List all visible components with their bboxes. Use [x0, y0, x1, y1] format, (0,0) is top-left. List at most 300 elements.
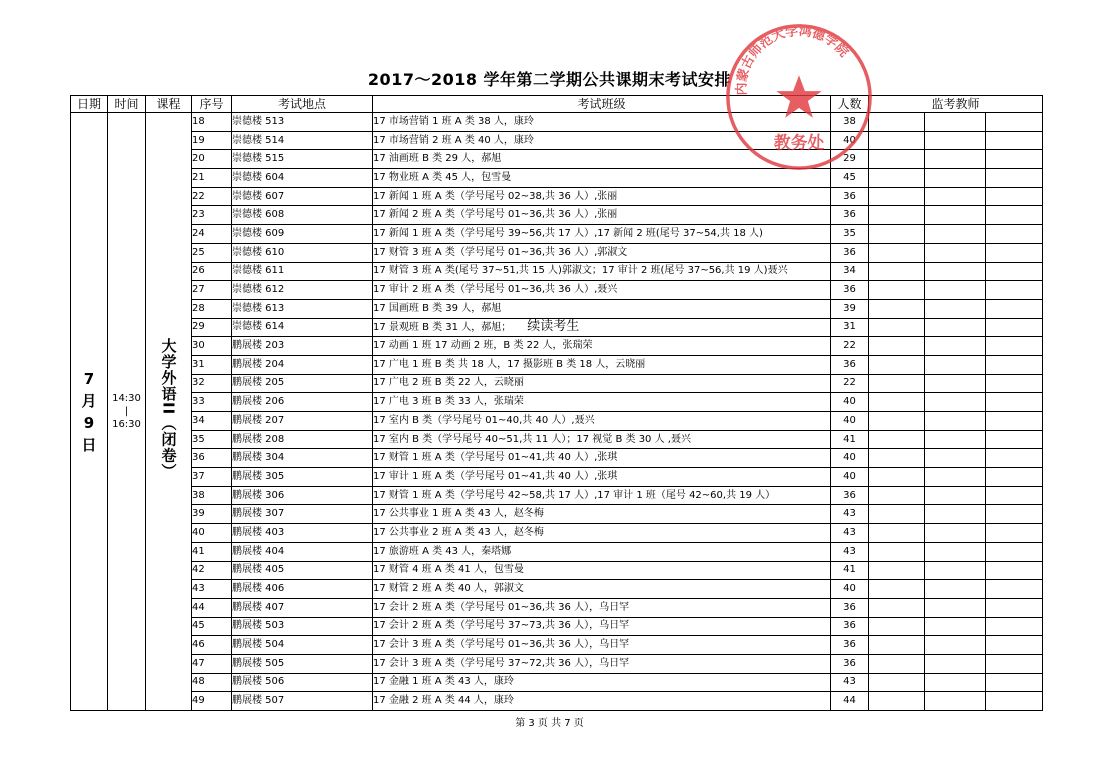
exam-schedule-table	[70, 95, 1043, 711]
classes-cell	[373, 636, 831, 655]
proctor-cell	[925, 187, 986, 206]
page-title: 2017～2018 学年第二学期公共课期末考试安排	[367, 70, 732, 89]
classes-text: 17 财管 3 班 A 类(尾号 37~51,共 15 人)郭淑文；17 审计 2 班(尾号 37~56,共 19 人)聂兴	[373, 265, 788, 277]
header-proctors: 监考教师	[869, 96, 1043, 113]
proctor-cell	[869, 580, 925, 599]
proctor-cell	[869, 412, 925, 431]
proctor-cell	[925, 673, 986, 692]
table-row	[71, 393, 1043, 412]
classes-text: 17 市场营销 1 班 A 类 38 人，康玲	[373, 115, 534, 127]
classes-cell	[373, 337, 831, 356]
seq-cell: 19	[192, 131, 232, 150]
course-name: 大学外语II（闭卷）	[159, 338, 178, 480]
proctor-cell	[925, 468, 986, 487]
classes-cell	[373, 505, 831, 524]
classes-cell	[373, 524, 831, 543]
classes-text: 17 广电 2 班 B 类 22 人，云晓丽	[373, 377, 524, 389]
count-cell: 36	[831, 206, 869, 225]
proctor-cell	[925, 430, 986, 449]
seq-cell: 48	[192, 673, 232, 692]
table-row	[71, 692, 1043, 711]
proctor-cell	[986, 430, 1043, 449]
location-cell: 鹏展楼 208	[232, 430, 373, 449]
proctor-cell	[869, 113, 925, 132]
classes-text: 17 财管 2 班 A 类 40 人，郭淑文	[373, 583, 524, 595]
handwritten-note: 续读考生	[527, 318, 580, 334]
proctor-cell	[869, 337, 925, 356]
proctor-cell	[925, 598, 986, 617]
proctor-cell	[986, 337, 1043, 356]
proctor-cell	[986, 673, 1043, 692]
proctor-cell	[925, 355, 986, 374]
count-cell: 36	[831, 281, 869, 300]
classes-text: 17 新闻 2 班 A 类（学号尾号 01~36,共 36 人）,张丽	[373, 209, 618, 221]
date-char: 9	[83, 413, 95, 432]
location-cell: 鹏展楼 407	[232, 598, 373, 617]
table-row	[71, 636, 1043, 655]
proctor-cell	[986, 542, 1043, 561]
count-cell: 43	[831, 524, 869, 543]
seq-cell: 28	[192, 299, 232, 318]
count-cell: 43	[831, 673, 869, 692]
seq-cell: 18	[192, 113, 232, 132]
location-cell: 鹏展楼 203	[232, 337, 373, 356]
table-row	[71, 468, 1043, 487]
classes-text: 17 广电 1 班 B 类 共 18 人，17 摄影班 B 类 18 人，云晓丽	[373, 358, 646, 370]
seq-cell: 47	[192, 654, 232, 673]
table-row	[71, 673, 1043, 692]
proctor-cell	[925, 169, 986, 188]
count-cell: 38	[831, 113, 869, 132]
classes-text: 17 公共事业 2 班 A 类 43 人，赵冬梅	[373, 526, 544, 538]
table-row	[71, 131, 1043, 150]
proctor-cell	[869, 131, 925, 150]
proctor-cell	[986, 169, 1043, 188]
proctor-cell	[925, 374, 986, 393]
seq-cell: 27	[192, 281, 232, 300]
proctor-cell	[869, 561, 925, 580]
proctor-cell	[869, 636, 925, 655]
location-cell: 鹏展楼 507	[232, 692, 373, 711]
table-row	[71, 169, 1043, 188]
seq-cell: 20	[192, 150, 232, 169]
table-row	[71, 580, 1043, 599]
seq-cell: 39	[192, 505, 232, 524]
proctor-cell	[869, 355, 925, 374]
proctor-cell	[869, 299, 925, 318]
table-body	[71, 113, 1043, 711]
proctor-cell	[925, 486, 986, 505]
proctor-cell	[869, 206, 925, 225]
classes-text: 17 会计 3 班 A 类（学号尾号 01~36,共 36 人），乌日罕	[373, 639, 630, 651]
header-classes: 考试班级	[373, 96, 831, 113]
proctor-cell	[869, 524, 925, 543]
seq-cell: 38	[192, 486, 232, 505]
proctor-cell	[925, 636, 986, 655]
count-cell: 40	[831, 412, 869, 431]
table-row	[71, 449, 1043, 468]
classes-text: 17 财管 3 班 A 类（学号尾号 01~36,共 36 人）,郭淑文	[373, 246, 628, 258]
proctor-cell	[986, 318, 1043, 337]
location-cell: 崇德楼 613	[232, 299, 373, 318]
seq-cell: 46	[192, 636, 232, 655]
classes-cell	[373, 430, 831, 449]
count-cell: 40	[831, 468, 869, 487]
seq-cell: 26	[192, 262, 232, 281]
classes-text: 17 会计 2 班 A 类（学号尾号 37~73,共 36 人），乌日罕	[373, 620, 630, 632]
classes-cell	[373, 374, 831, 393]
classes-text: 17 新闻 1 班 A 类（学号尾号 39~56,共 17 人）,17 新闻 2 班(尾号 37~54,共 18 人)	[373, 227, 763, 239]
proctor-cell	[925, 617, 986, 636]
classes-text: 17 室内 B 类（学号尾号 40~51,共 11 人）；17 视觉 B 类 30 人 ,聂兴	[373, 433, 691, 445]
classes-text: 17 审计 2 班 A 类（学号尾号 01~36,共 36 人）,聂兴	[373, 284, 618, 296]
count-cell: 40	[831, 393, 869, 412]
classes-text: 17 财管 1 班 A 类（学号尾号 01~41,共 40 人）,张琪	[373, 452, 618, 464]
location-cell: 崇德楼 614	[232, 318, 373, 337]
proctor-cell	[925, 262, 986, 281]
classes-text: 17 室内 B 类（学号尾号 01~40,共 40 人）,聂兴	[373, 414, 595, 426]
proctor-cell	[986, 449, 1043, 468]
proctor-cell	[869, 281, 925, 300]
seq-cell: 34	[192, 412, 232, 431]
location-cell: 崇德楼 514	[232, 131, 373, 150]
proctor-cell	[869, 262, 925, 281]
classes-cell	[373, 318, 831, 337]
proctor-cell	[869, 542, 925, 561]
proctor-cell	[869, 692, 925, 711]
table-row	[71, 318, 1043, 337]
proctor-cell	[869, 318, 925, 337]
proctor-cell	[986, 225, 1043, 244]
classes-text: 17 国画班 B 类 39 人，郝旭	[373, 302, 502, 314]
header-seq: 序号	[192, 96, 232, 113]
proctor-cell	[925, 580, 986, 599]
location-cell: 崇德楼 513	[232, 113, 373, 132]
table-row	[71, 430, 1043, 449]
classes-text: 17 金融 2 班 A 类 44 人，康玲	[373, 695, 514, 707]
proctor-cell	[869, 598, 925, 617]
classes-text: 17 金融 1 班 A 类 43 人，康玲	[373, 676, 514, 688]
location-cell: 鹏展楼 505	[232, 654, 373, 673]
classes-text: 17 市场营销 2 班 A 类 40 人，康玲	[373, 134, 534, 146]
location-cell: 崇德楼 604	[232, 169, 373, 188]
date-cell	[71, 113, 108, 711]
location-cell: 鹏展楼 207	[232, 412, 373, 431]
table-row	[71, 243, 1043, 262]
proctor-cell	[925, 524, 986, 543]
table-row	[71, 281, 1043, 300]
proctor-cell	[986, 486, 1043, 505]
table-row	[71, 486, 1043, 505]
proctor-cell	[925, 225, 986, 244]
classes-cell	[373, 150, 831, 169]
seq-cell: 25	[192, 243, 232, 262]
classes-cell	[373, 169, 831, 188]
count-cell: 36	[831, 598, 869, 617]
proctor-cell	[925, 150, 986, 169]
proctor-cell	[925, 131, 986, 150]
classes-cell	[373, 542, 831, 561]
stamp-office-text: 教务处	[773, 132, 825, 153]
proctor-cell	[986, 412, 1043, 431]
table-row	[71, 374, 1043, 393]
location-cell: 崇德楼 515	[232, 150, 373, 169]
classes-cell	[373, 598, 831, 617]
classes-text: 17 财管 4 班 A 类 41 人，包雪曼	[373, 564, 524, 576]
proctor-cell	[986, 505, 1043, 524]
proctor-cell	[925, 206, 986, 225]
classes-cell	[373, 393, 831, 412]
table-row	[71, 561, 1043, 580]
table-row	[71, 617, 1043, 636]
location-cell: 鹏展楼 403	[232, 524, 373, 543]
proctor-cell	[986, 524, 1043, 543]
classes-cell	[373, 131, 831, 153]
classes-cell	[373, 673, 831, 692]
proctor-cell	[925, 542, 986, 561]
seq-cell: 40	[192, 524, 232, 543]
proctor-cell	[869, 505, 925, 524]
header-course: 课程	[146, 96, 192, 113]
count-cell: 34	[831, 262, 869, 281]
seq-cell: 23	[192, 206, 232, 225]
count-cell: 40	[831, 131, 869, 150]
proctor-cell	[986, 580, 1043, 599]
header-location: 考试地点	[232, 96, 373, 113]
table-row	[71, 262, 1043, 281]
location-cell: 鹏展楼 304	[232, 449, 373, 468]
proctor-cell	[925, 393, 986, 412]
time-end: 16:30	[112, 419, 141, 430]
count-cell: 31	[831, 318, 869, 337]
location-cell: 崇德楼 611	[232, 262, 373, 281]
location-cell: 崇德楼 608	[232, 206, 373, 225]
proctor-cell	[925, 113, 986, 132]
count-cell: 43	[831, 542, 869, 561]
classes-cell	[373, 225, 831, 244]
proctor-cell	[869, 374, 925, 393]
location-cell: 鹏展楼 306	[232, 486, 373, 505]
date-char: 7	[83, 369, 95, 388]
count-cell: 44	[831, 692, 869, 711]
seq-cell: 35	[192, 430, 232, 449]
classes-cell	[373, 187, 831, 206]
proctor-cell	[986, 281, 1043, 300]
location-cell: 鹏展楼 406	[232, 580, 373, 599]
count-cell: 36	[831, 355, 869, 374]
stamp-arc-text: 内蒙古师范大学鸿德学院	[734, 23, 851, 96]
location-cell: 崇德楼 609	[232, 225, 373, 244]
proctor-cell	[986, 262, 1043, 281]
classes-cell	[373, 580, 831, 599]
classes-text: 17 财管 1 班 A 类（学号尾号 42~58,共 17 人）,17 审计 1 班（尾号 42~60,共 19 人）	[373, 489, 776, 501]
proctor-cell	[869, 486, 925, 505]
proctor-cell	[986, 561, 1043, 580]
proctor-cell	[986, 468, 1043, 487]
seq-cell: 21	[192, 169, 232, 188]
header-date: 日期	[71, 96, 108, 113]
location-cell: 鹏展楼 206	[232, 393, 373, 412]
classes-text: 17 会计 2 班 A 类（学号尾号 01~36,共 36 人），乌日罕	[373, 601, 630, 613]
count-cell: 45	[831, 169, 869, 188]
proctor-cell	[925, 692, 986, 711]
proctor-cell	[925, 449, 986, 468]
header-count: 人数	[831, 96, 869, 113]
classes-text: 17 会计 3 班 A 类（学号尾号 37~72,共 36 人），乌日罕	[373, 657, 630, 669]
location-cell: 鹏展楼 504	[232, 636, 373, 655]
time-cell	[108, 113, 146, 711]
classes-cell	[373, 561, 831, 580]
classes-cell	[373, 206, 831, 225]
table-row	[71, 654, 1043, 673]
proctor-cell	[986, 187, 1043, 206]
table-row	[71, 355, 1043, 374]
table-row	[71, 524, 1043, 543]
header-row	[71, 96, 1043, 113]
classes-text: 17 物业班 A 类 45 人，包雪曼	[373, 171, 512, 183]
table-row	[71, 187, 1043, 206]
proctor-cell	[869, 393, 925, 412]
seq-cell: 42	[192, 561, 232, 580]
classes-cell	[373, 299, 831, 318]
classes-cell	[373, 692, 831, 711]
location-cell: 鹏展楼 404	[232, 542, 373, 561]
proctor-cell	[986, 131, 1043, 150]
seq-cell: 29	[192, 318, 232, 337]
classes-cell	[373, 449, 831, 468]
table-row	[71, 225, 1043, 244]
proctor-cell	[986, 243, 1043, 262]
classes-cell	[373, 243, 831, 262]
proctor-cell	[986, 636, 1043, 655]
location-cell: 鹏展楼 506	[232, 673, 373, 692]
count-cell: 36	[831, 636, 869, 655]
proctor-cell	[869, 225, 925, 244]
count-cell: 36	[831, 486, 869, 505]
location-cell: 崇德楼 610	[232, 243, 373, 262]
table-row	[71, 299, 1043, 318]
proctor-cell	[925, 281, 986, 300]
classes-cell	[373, 262, 831, 281]
count-cell: 22	[831, 374, 869, 393]
classes-cell	[373, 355, 831, 374]
proctor-cell	[869, 468, 925, 487]
location-cell: 鹏展楼 305	[232, 468, 373, 487]
seq-cell: 49	[192, 692, 232, 711]
table-row	[71, 542, 1043, 561]
proctor-cell	[925, 561, 986, 580]
table-row	[71, 150, 1043, 169]
proctor-cell	[986, 617, 1043, 636]
proctor-cell	[986, 393, 1043, 412]
count-cell: 36	[831, 617, 869, 636]
proctor-cell	[986, 654, 1043, 673]
seq-cell: 32	[192, 374, 232, 393]
seq-cell: 31	[192, 355, 232, 374]
date-char: 日	[81, 435, 97, 454]
proctor-cell	[869, 673, 925, 692]
location-cell: 鹏展楼 503	[232, 617, 373, 636]
proctor-cell	[925, 299, 986, 318]
classes-cell	[373, 113, 831, 132]
seq-cell: 24	[192, 225, 232, 244]
proctor-cell	[986, 598, 1043, 617]
proctor-cell	[869, 430, 925, 449]
proctor-cell	[986, 206, 1043, 225]
proctor-cell	[869, 617, 925, 636]
table-row	[71, 113, 1043, 132]
time-separator: |	[124, 406, 129, 417]
proctor-cell	[869, 243, 925, 262]
count-cell: 35	[831, 225, 869, 244]
proctor-cell	[869, 187, 925, 206]
seq-cell: 41	[192, 542, 232, 561]
seq-cell: 36	[192, 449, 232, 468]
proctor-cell	[869, 150, 925, 169]
seq-cell: 22	[192, 187, 232, 206]
classes-text: 17 公共事业 1 班 A 类 43 人，赵冬梅	[373, 508, 544, 520]
proctor-cell	[986, 299, 1043, 318]
location-cell: 崇德楼 612	[232, 281, 373, 300]
classes-text: 17 新闻 1 班 A 类（学号尾号 02~38,共 36 人）,张丽	[373, 190, 618, 202]
proctor-cell	[986, 150, 1043, 169]
classes-text: 17 景观班 B 类 31 人，郝旭；	[373, 321, 512, 333]
proctor-cell	[925, 505, 986, 524]
proctor-cell	[925, 337, 986, 356]
proctor-cell	[986, 374, 1043, 393]
table-row	[71, 412, 1043, 431]
count-cell: 39	[831, 299, 869, 318]
proctor-cell	[925, 243, 986, 262]
proctor-cell	[925, 318, 986, 337]
proctor-cell	[986, 113, 1043, 132]
seq-cell: 44	[192, 598, 232, 617]
count-cell: 40	[831, 449, 869, 468]
count-cell: 43	[831, 505, 869, 524]
classes-cell	[373, 281, 831, 300]
table-row	[71, 206, 1043, 225]
classes-cell	[373, 468, 831, 487]
count-cell: 22	[831, 337, 869, 356]
table-row	[71, 598, 1043, 617]
proctor-cell	[925, 654, 986, 673]
proctor-cell	[925, 412, 986, 431]
classes-cell	[373, 486, 831, 505]
classes-text: 17 广电 3 班 B 类 33 人，张瑞荣	[373, 396, 524, 408]
count-cell: 36	[831, 187, 869, 206]
proctor-cell	[869, 449, 925, 468]
page-footer: 第 3 页 共 7 页	[515, 718, 584, 729]
course-cell	[146, 113, 192, 711]
count-cell: 41	[831, 430, 869, 449]
seq-cell: 37	[192, 468, 232, 487]
count-cell: 41	[831, 561, 869, 580]
classes-text: 17 动画 1 班 17 动画 2 班，B 类 22 人，张瑞荣	[373, 340, 593, 352]
classes-cell	[373, 412, 831, 431]
date-char: 月	[81, 391, 97, 410]
classes-text: 17 审计 1 班 A 类（学号尾号 01~41,共 40 人）,张琪	[373, 470, 618, 482]
seq-cell: 33	[192, 393, 232, 412]
count-cell: 29	[831, 150, 869, 169]
proctor-cell	[869, 169, 925, 188]
classes-cell	[373, 654, 831, 673]
time-start: 14:30	[112, 393, 141, 404]
table-row	[71, 505, 1043, 524]
proctor-cell	[986, 355, 1043, 374]
location-cell: 鹏展楼 205	[232, 374, 373, 393]
location-cell: 崇德楼 607	[232, 187, 373, 206]
seq-cell: 45	[192, 617, 232, 636]
